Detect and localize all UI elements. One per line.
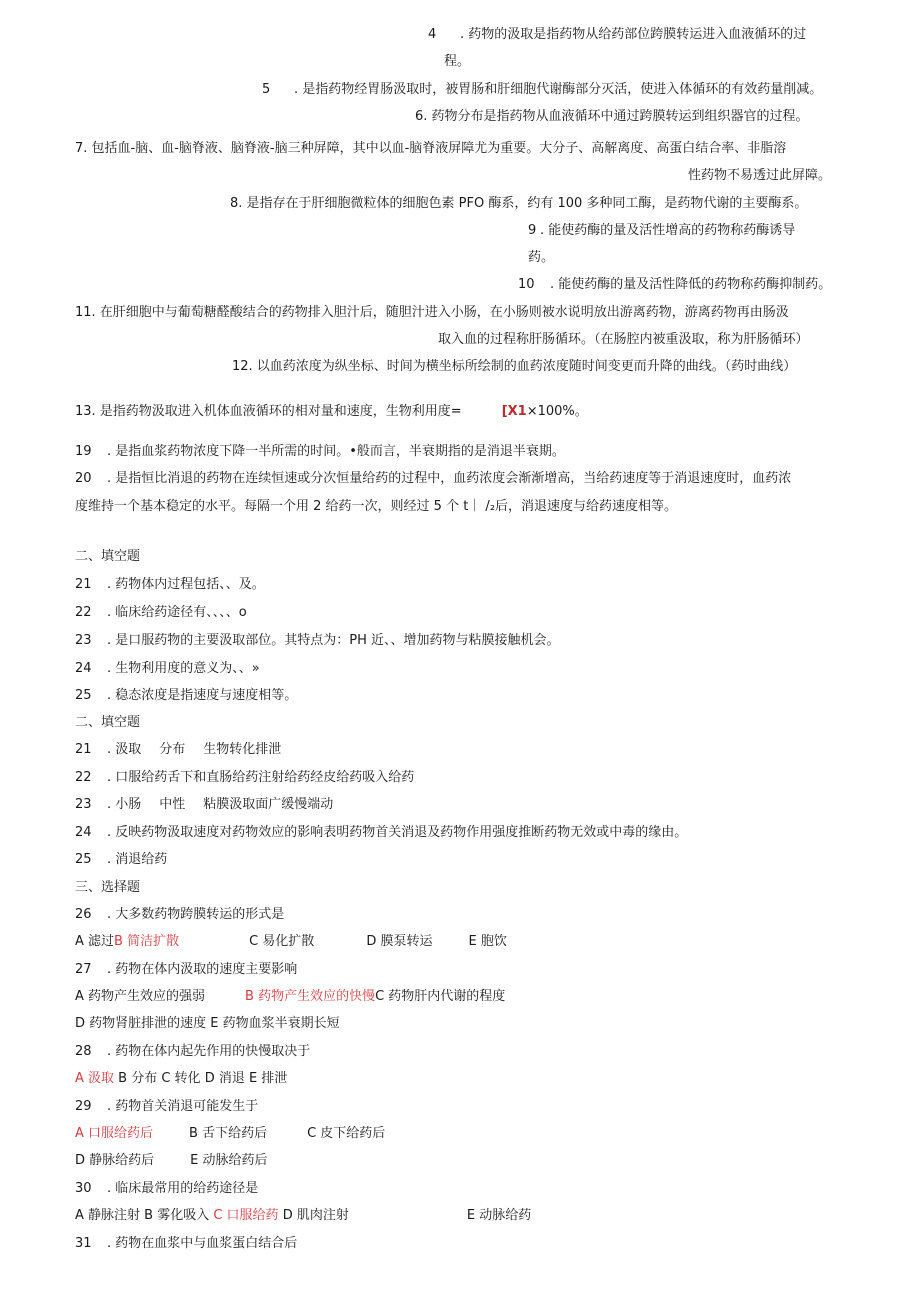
answer-22: 22 . 口服给药舌下和直肠给药注射给药经皮给药吸入给药 [75,770,415,785]
question-22: 22 . 临床给药途径有、、、、o [75,605,247,620]
question-24: 24 . 生物利用度的意义为、、» [75,661,260,676]
definition-9: 9 . 能使药酶的量及活性增高的药物称药酶诱导 [528,223,796,238]
option-c: C 药物肝内代谢的程度 [375,989,506,1004]
formula-box: [X1 [501,404,527,419]
option-c: C 皮下给药后 [307,1126,386,1141]
option-d: D 膜泵转运 [366,934,433,949]
option-b-correct: B 简洁扩散 [114,934,180,949]
question-29: 29 . 药物首关消退可能发生于 [75,1099,259,1114]
section-heading-choice: 三、选择题 [75,880,141,895]
option-e: E 动脉给药后 [190,1153,268,1168]
section-heading-fill-blank: 二、填空题 [75,549,141,564]
question-28-options: A 汲取 B 分布 C 转化 D 消退 E 排泄 [75,1071,288,1086]
question-27-options-2: D 药物肾脏排泄的速度 E 药物血浆半衰期长短 [75,1016,340,1031]
answer-24: 24 . 反映药物汲取速度对药物效应的影响表明药物首关消退及药物作用强度推断药物无效或中毒的缘由。 [75,825,688,840]
option-b-correct: B 药物产生效应的快慢 [245,989,376,1004]
option-a-correct: A 口服给药后 [75,1126,154,1141]
question-31: 31 . 药物在血浆中与血浆蛋白结合后 [75,1236,298,1251]
option-c-correct: C 口服给药 [213,1208,279,1223]
definition-20: 20 . 是指恒比消退的药物在连续恒速或分次恒量给药的过程中，血药浓度会渐渐增高，当给药速度等于消退速度时，血药浓 [75,471,792,486]
definition-11-cont: 取入血的过程称肝肠循环。（在肠腔内被重汲取，称为肝肠循环） [438,332,809,347]
option-c: C 易化扩散 [249,934,315,949]
option-d: D 静脉给药后 [75,1153,155,1168]
question-29-options-2 [75,1152,268,1170]
definition-12: 12. 以血药浓度为纵坐标、时间为横坐标所绘制的血药浓度随时间变更而升降的曲线。（药时曲线） [232,359,797,374]
definition-19: 19 . 是指血浆药物浓度下降一半所需的时间。•般而言，半衰期指的是消退半衰期。 [75,444,565,459]
definition-6: 6. 药物分布是指药物从血液循环中通过跨膜转运到组织器官的过程。 [415,109,809,124]
question-30: 30 . 临床最常用的给药途径是 [75,1181,259,1196]
option-a-correct: A 汲取 [75,1071,115,1086]
question-21: 21 . 药物体内过程包括、、及。 [75,577,265,592]
definition-7: 7. 包括血-脑、血-脑脊液、脑脊液-脑三种屏障，其中以血-脑脊液屏障尤为重要。大分子、高解离度、高蛋白结合率、非脂溶 [75,141,787,156]
option-b: B 舌下给药后 [189,1126,268,1141]
question-25: 25 . 稳态浓度是指速度与速度相等。 [75,688,298,703]
answer-23: 23 . 小肠 中性 粘膜汲取面广缓慢端动 [75,797,334,812]
option-e: E 动脉给药 [466,1208,532,1223]
definition-9-cont: 药。 [528,250,555,265]
question-23: 23 . 是口服药物的主要汲取部位。其特点为：PH 近、、增加药物与粘膜接触机会。 [75,633,560,648]
answer-21: 21 . 汲取 分布 生物转化排泄 [75,742,282,757]
definition-7-cont: 性药物不易透过此屏障。 [688,168,832,183]
definition-11: 11. 在肝细胞中与葡萄糖醛酸结合的药物排入胆汁后，随胆汁进入小肠，在小肠则被水说明放出游离药物，游离药物再由肠汲 [75,305,789,320]
question-26-options [75,933,507,951]
definition-4: 4 . 药物的汲取是指药物从给药部位跨膜转运进入血液循环的过 [428,27,807,42]
option-e: E 胞饮 [468,934,507,949]
definition-13: 13. 是指药物汲取进入机体血液循环的相对量和速度，生物利用度= [X1×100%。 [75,404,588,419]
definition-10: 10 . 能使药酶的量及活性降低的药物称药酶抑制药。 [518,277,832,292]
definition-20-cont: 度维持一个基本稳定的水平。每隔一个用 2 给药一次，则经过 5 个 t｜ /₂后，消退速度与给药速度相等。 [75,499,678,514]
option-a: A 滤过 [75,934,115,949]
definition-5: 5 . 是指药物经胃肠汲取时，被胃肠和肝细胞代谢酶部分灭活，使进入体循环的有效药量削减。 [262,82,823,97]
section-heading-fill-answers: 二、填空题 [75,715,141,730]
question-28: 28 . 药物在体内起先作用的快慢取决于 [75,1044,311,1059]
definition-4-cont: 程。 [444,54,471,69]
question-26: 26 . 大多数药物跨膜转运的形式是 [75,907,285,922]
definition-8: 8. 是指存在于肝细胞微粒体的细胞色素 PFO 酶系，约有 100 多种同工酶，是药物代谢的主要酶系。 [230,196,808,211]
option-a: A 药物产生效应的强弱 [75,989,206,1004]
question-27-options [75,988,505,1006]
question-27: 27 . 药物在体内汲取的速度主要影响 [75,962,298,977]
question-29-options [75,1125,385,1143]
answer-25: 25 . 消退给药 [75,852,168,867]
question-30-options: A 静脉注射 B 雾化吸入 C 口服给药 D 肌肉注射 E 动脉给药 [75,1208,532,1223]
